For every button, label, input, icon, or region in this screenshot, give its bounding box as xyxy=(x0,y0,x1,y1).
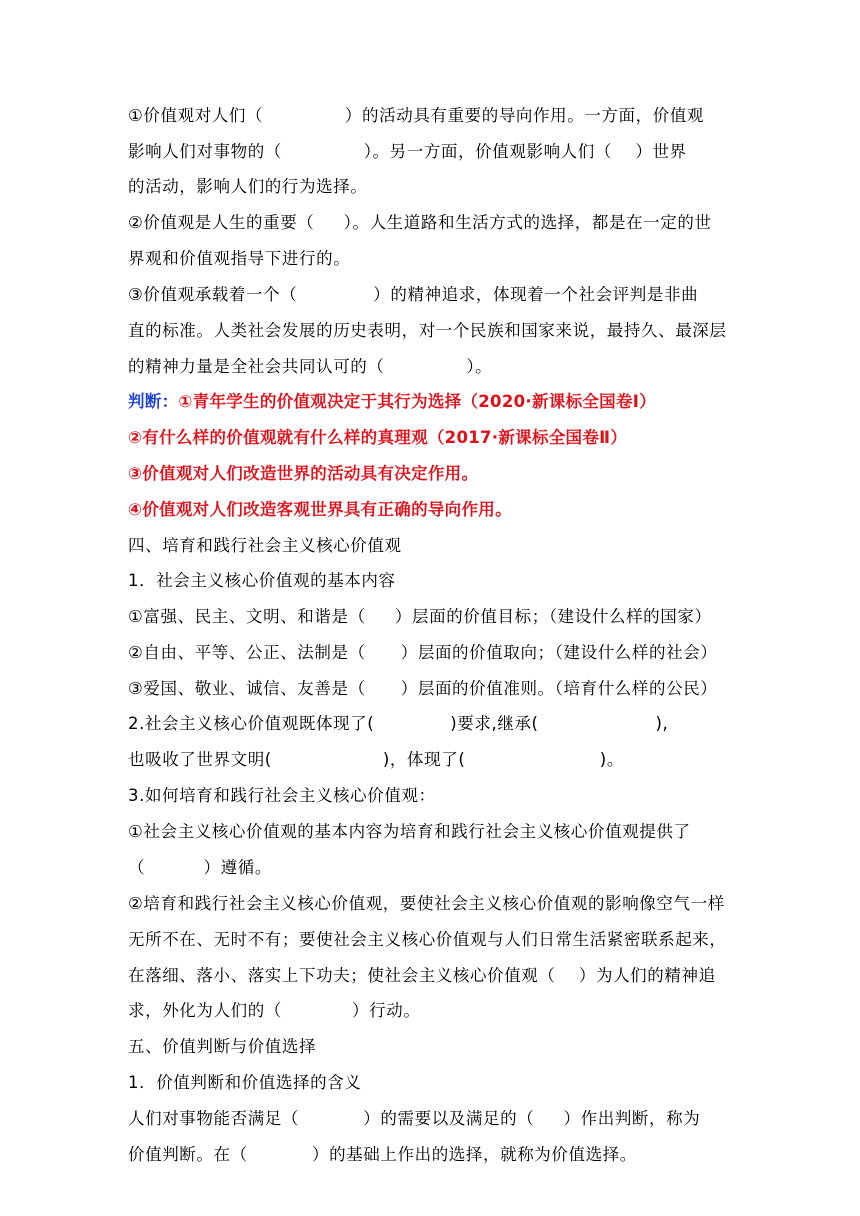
text-line: ②自由、平等、公正、法制是（ ）层面的价值取向；（建设什么样的社会） xyxy=(128,643,718,662)
subheading: 1．价值判断和价值选择的含义 xyxy=(128,1073,362,1092)
judge-item-3: ③价值观对人们改造世界的活动具有决定作用。 xyxy=(128,464,479,483)
judge-line xyxy=(128,392,656,412)
text-line: 也吸收了世界文明( )，体现了( )。 xyxy=(128,750,624,769)
section-heading: 四、培育和践行社会主义核心价值观 xyxy=(128,536,402,555)
subheading: 1．社会主义核心价值观的基本内容 xyxy=(128,571,396,590)
text-line: ①价值观对人们（ ）的活动具有重要的导向作用。一方面，价值观 xyxy=(128,106,705,125)
judge-item-1: ①青年学生的价值观决定于其行为选择（2020·新课标全国卷Ⅰ） xyxy=(178,392,657,411)
judge-item-2: ②有什么样的价值观就有什么样的真理观（2017·新课标全国卷Ⅱ） xyxy=(128,428,628,447)
text-line: 价值判断。在（ ）的基础上作出的选择，就称为价值选择。 xyxy=(128,1145,637,1164)
text-line: 界观和价值观指导下进行的。 xyxy=(128,249,351,268)
text-line: ②培育和践行社会主义核心价值观，要使社会主义核心价值观的影响像空气一样 xyxy=(128,894,725,913)
text-line: ③爱国、敬业、诚信、友善是（ ）层面的价值准则。（培育什么样的公民） xyxy=(128,679,718,698)
text-line: 人们对事物能否满足（ ）的需要以及满足的（ ）作出判断，称为 xyxy=(128,1109,701,1128)
text-line: 的精神力量是全社会共同认可的（ ）。 xyxy=(128,357,493,376)
text-line: ①富强、民主、文明、和谐是（ ）层面的价值目标；（建设什么样的国家） xyxy=(128,607,712,626)
section-heading: 五、价值判断与价值选择 xyxy=(128,1037,317,1056)
subheading: 3.如何培育和践行社会主义核心价值观： xyxy=(128,786,436,805)
text-line: 无所不在、无时不有；要使社会主义核心价值观与人们日常生活紧密联系起来， xyxy=(128,930,727,949)
text-line: 影响人们对事物的（ ）。另一方面，价值观影响人们（ ）世界 xyxy=(128,142,687,161)
text-line: 求，外化为人们的（ ）行动。 xyxy=(128,1001,421,1020)
text-line: （ ）遵循。 xyxy=(128,858,272,877)
text-line: ②价值观是人生的重要（ ）。人生道路和生活方式的选择，都是在一定的世 xyxy=(128,213,712,232)
text-line: ①社会主义核心价值观的基本内容为培育和践行社会主义核心价值观提供了 xyxy=(128,822,691,841)
text-line: 直的标准。人类社会发展的历史表明，对一个民族和国家来说，最持久、最深层 xyxy=(128,321,727,340)
judge-item-4: ④价值观对人们改造客观世界具有正确的导向作用。 xyxy=(128,500,512,519)
text-line: 在落细、落小、落实上下功夫；使社会主义核心价值观（ ）为人们的精神追 xyxy=(128,966,716,985)
text-line: ③价值观承载着一个（ ）的精神追求，体现着一个社会评判是非曲 xyxy=(128,285,699,304)
judge-label: 判断： xyxy=(128,392,179,411)
text-line: 的活动，影响人们的行为选择。 xyxy=(128,177,368,196)
text-line: 2.社会主义核心价值观既体现了( )要求,继承( ), xyxy=(128,714,669,733)
